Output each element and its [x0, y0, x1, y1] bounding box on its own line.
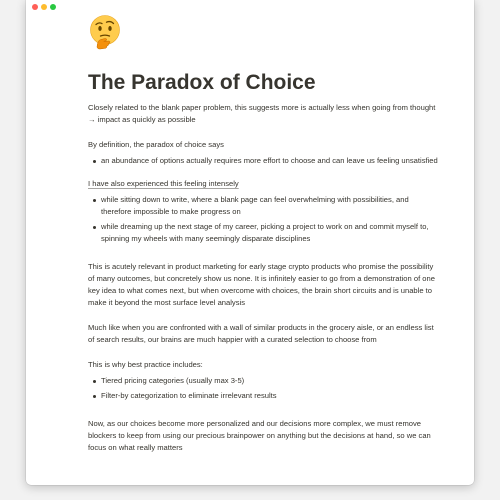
- definition-lead[interactable]: By definition, the paradox of choice says: [88, 140, 224, 149]
- crypto-paragraph[interactable]: This is acutely relevant in product marketing for early stage crypto products who promise the possibility of many outcomes, but concretely show us none. It is infinitely easier to go from a demonstration of one key idea to what comes next, but when overcome with choices, the brain short circuits and is unable to make it beyond the most surface level analysis: [88, 262, 435, 307]
- experience-lead-text: I have also experienced this feeling intensely: [88, 179, 239, 188]
- grocery-paragraph[interactable]: Much like when you are confronted with a wall of similar products in the grocery aisle, or an endless list of search results, our brains are much happier with a curated selection to choose from: [88, 323, 434, 344]
- experience-lead[interactable]: [88, 178, 438, 190]
- list-item[interactable]: Filter-by categorization to eliminate irrelevant results: [101, 390, 438, 402]
- list-item[interactable]: while dreaming up the next stage of my career, picking a project to work on and commit myself to, spinning my wheels with many seemingly disparate disciplines: [101, 221, 438, 245]
- closing-paragraph[interactable]: Now, as our choices become more personalized and our decisions more complex, we must remove blockers to keep from using our precious brainpower on anything but the decisions at hand, so we can focus on what really matters: [88, 419, 431, 452]
- close-button[interactable]: [32, 4, 38, 10]
- definition-list: [88, 155, 438, 167]
- list-item[interactable]: while sitting down to write, where a blank page can feel overwhelming with possibilities, and therefore impossible to make progress on: [101, 194, 438, 218]
- intro-paragraph[interactable]: Closely related to the blank paper problem, this suggests more is actually less when going from thought → impact as quickly as possible: [88, 103, 436, 124]
- document-page: [88, 14, 438, 454]
- minimize-button[interactable]: [41, 4, 47, 10]
- list-item[interactable]: Tiered pricing categories (usually max 3-5): [101, 375, 438, 387]
- page-title[interactable]: The Paradox of Choice: [88, 71, 316, 94]
- thinking-face-icon[interactable]: [88, 14, 124, 50]
- best-practice-lead[interactable]: This is why best practice includes:: [88, 360, 203, 369]
- app-window: [26, 0, 474, 485]
- experience-list: [88, 194, 438, 245]
- window-controls: [32, 4, 56, 10]
- best-practice-list: [88, 375, 438, 402]
- list-item[interactable]: an abundance of options actually requires more effort to choose and can leave us feeling unsatisfied: [101, 156, 438, 165]
- zoom-button[interactable]: [50, 4, 56, 10]
